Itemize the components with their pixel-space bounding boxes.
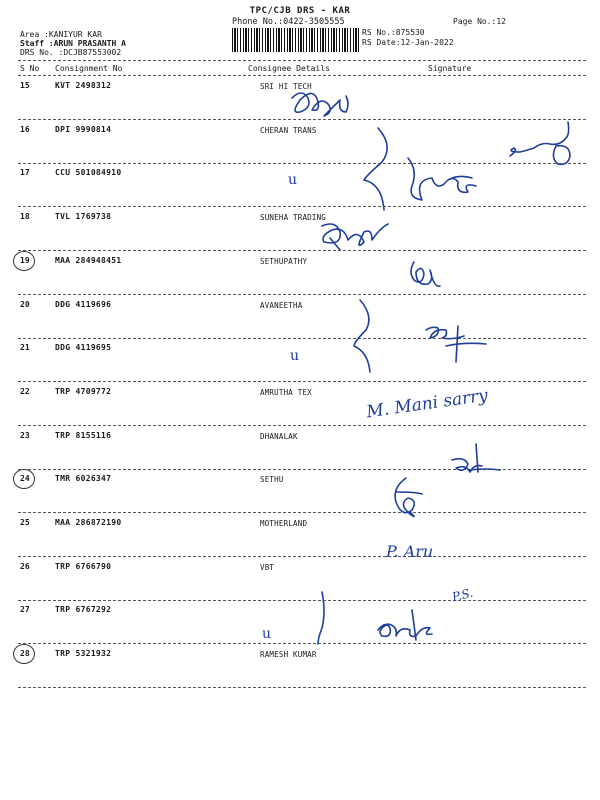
row-consignment-no: CCU 501084910: [55, 168, 122, 177]
row-consignee: RAMESH KUMAR: [260, 650, 317, 659]
row-sno: 18: [20, 212, 30, 221]
row-divider: [18, 163, 586, 164]
row-consignment-no: TMR 6026347: [55, 474, 112, 483]
document-title: TPC/CJB DRS - KAR: [249, 6, 351, 16]
row-divider: [18, 381, 586, 382]
row-divider: [18, 250, 586, 251]
row-sno: 17: [20, 168, 30, 177]
signature-row-25: P. Aru: [386, 542, 434, 561]
row-divider: [18, 119, 586, 120]
row-divider: [18, 338, 586, 339]
row-sno: 27: [20, 605, 30, 614]
rs-date: RS Date:12-Jan-2022: [362, 38, 454, 47]
row-consignment-no: TVL 1769738: [55, 212, 112, 221]
staff-label: Staff :ARUN PRASANTH A: [20, 39, 126, 48]
row-sno: 28: [20, 649, 30, 658]
row-consignment-no: TRP 6767292: [55, 605, 112, 614]
column-sno: S No: [20, 64, 40, 73]
row-consignment-no: DDG 4119695: [55, 343, 112, 352]
row-sno: 15: [20, 81, 30, 90]
row-consignee: SRI HI TECH: [260, 82, 312, 91]
row-sno: 16: [20, 125, 30, 134]
row-consignment-no: DPI 9990814: [55, 125, 112, 134]
row-sno: 21: [20, 343, 30, 352]
row-consignee: AVANEETHA: [260, 301, 303, 310]
row-sno: 22: [20, 387, 30, 396]
row-consignment-no: TRP 8155116: [55, 431, 112, 440]
row-mark-circle: [13, 469, 35, 489]
row-consignee: MOTHERLAND: [260, 519, 308, 528]
area-label: Area :KANIYUR KAR: [20, 30, 102, 39]
row-sno: 26: [20, 562, 30, 571]
row-divider: [18, 643, 586, 644]
row-consignment-no: MAA 284948451: [55, 256, 122, 265]
row-consignment-no: MAA 286872190: [55, 518, 122, 527]
signature-row-22: M. Mani sarry: [365, 385, 490, 423]
ditto-mark-row-27: u: [262, 626, 272, 642]
phone-number: Phone No.:0422-3505555: [232, 17, 345, 27]
row-consignee: VBT: [260, 563, 275, 572]
row-consignment-no: TRP 5321932: [55, 649, 112, 658]
row-consignment-no: DDG 4119696: [55, 300, 112, 309]
row-sno: 24: [20, 474, 30, 483]
column-signature: Signature: [428, 64, 472, 73]
row-consignee: CHERAN TRANS: [260, 126, 317, 135]
column-consignment: Consignment No: [55, 64, 123, 73]
signature-row-27-initials: P.S.: [450, 585, 475, 605]
drs-number: DRS No. :DCJB87553002: [20, 48, 122, 57]
row-consignment-no: TRP 4709772: [55, 387, 112, 396]
row-consignee: SUNEHA TRADING: [260, 213, 327, 222]
row-divider: [18, 600, 586, 601]
row-divider: [18, 206, 586, 207]
row-consignee: AMRUTHA TEX: [260, 388, 312, 397]
ditto-mark-row-17: u: [288, 172, 298, 188]
row-consignee: SETHU: [260, 475, 284, 484]
ditto-mark-row-21: u: [290, 348, 300, 364]
row-sno: 23: [20, 431, 30, 440]
row-divider: [18, 294, 586, 295]
row-consignment-no: KVT 2498312: [55, 81, 112, 90]
column-consignee: Consignee Details: [248, 64, 330, 73]
row-divider: [18, 512, 586, 513]
barcode: [232, 28, 360, 52]
header-top-rule: [18, 60, 586, 61]
page-number: Page No.:12: [453, 17, 506, 26]
row-consignee: DHANALAK: [260, 432, 298, 441]
row-mark-circle: [13, 644, 35, 664]
row-sno: 25: [20, 518, 30, 527]
row-sno: 20: [20, 300, 30, 309]
rs-number: RS No.:875530: [362, 28, 425, 37]
row-sno: 19: [20, 256, 30, 265]
row-divider: [18, 687, 586, 688]
row-divider: [18, 469, 586, 470]
row-consignee: SETHUPATHY: [260, 257, 308, 266]
row-mark-circle: [13, 251, 35, 271]
header-bottom-rule: [18, 75, 586, 76]
row-divider: [18, 556, 586, 557]
row-consignment-no: TRP 6766790: [55, 562, 112, 571]
row-divider: [18, 425, 586, 426]
